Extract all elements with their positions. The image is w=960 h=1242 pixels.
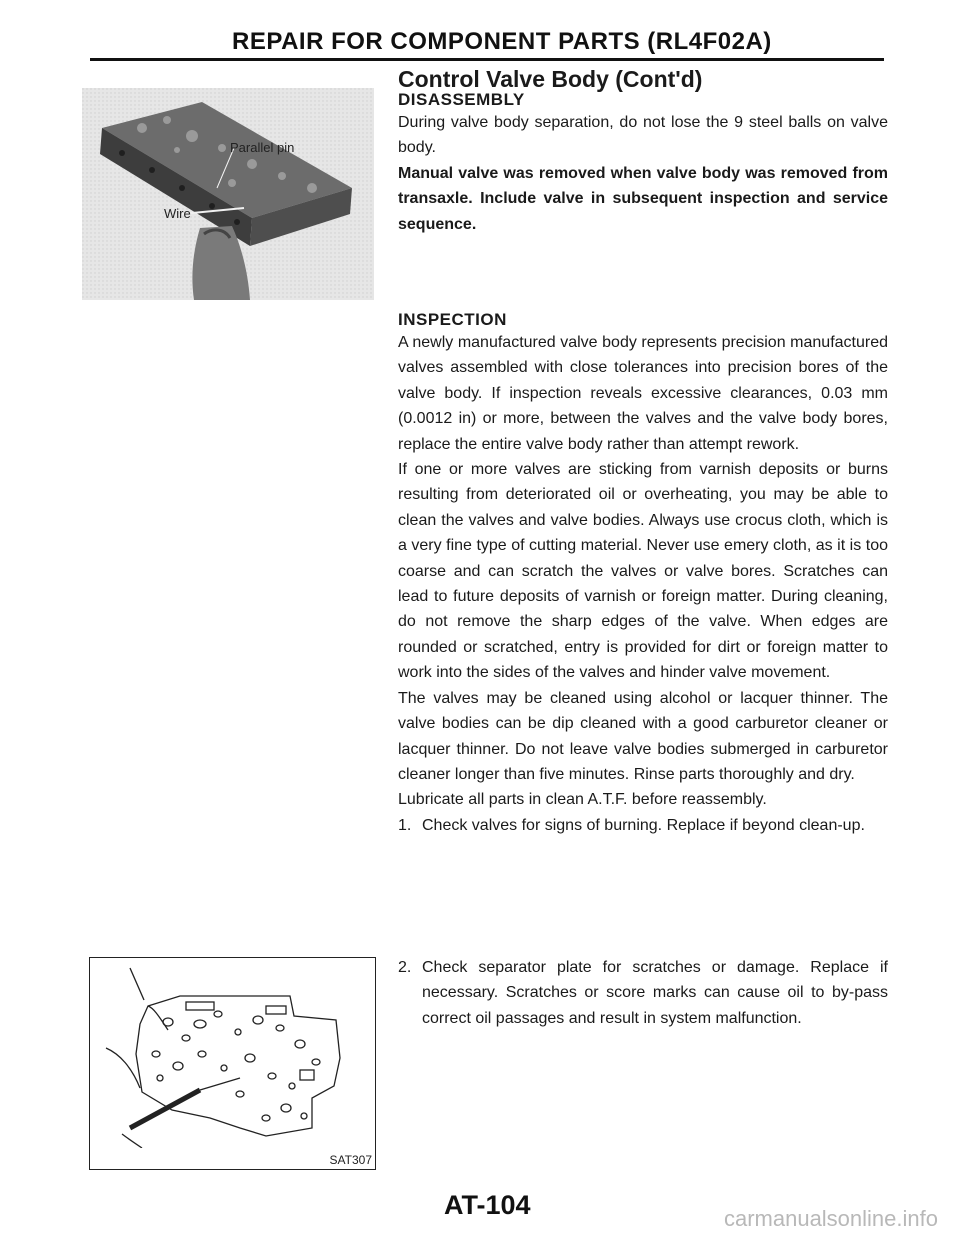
inspection-paragraph-1: A newly manufactured valve body represents precision manufactured valves assembled with close tolerances into precision bores of the valve body. If inspection reveals excessive clearances, 0.03 mm (0.0012 in) or more, between the valves and the valve body bores, replace the entire valve body rather than attempt rework. [398,334,888,453]
step-1-text: Check valves for signs of burning. Replace if beyond clean-up. [422,816,865,834]
page-header-title: REPAIR FOR COMPONENT PARTS (RL4F02A) [232,28,772,55]
valve-body-photo [82,88,374,300]
page-number: AT-104 [444,1190,531,1220]
inspection-step-1 [398,813,888,838]
inspection-step-2 [398,955,888,1031]
separator-plate-figure [89,957,376,1170]
step-2-number: 2. [398,959,412,976]
inspection-section [398,310,888,838]
disassembly-section [398,90,888,237]
disassembly-paragraph: During valve body separation, do not lose the 9 steel balls on valve body. [398,114,888,157]
separator-plate-drawing [90,958,372,1148]
disassembly-note: Manual valve was removed when valve body was removed from transaxle. Include valve in subsequent inspection and service sequence. [398,164,888,233]
watermark: carmanualsonline.info [723,1206,938,1231]
header-rule [90,58,884,61]
inspection-heading: INSPECTION [398,310,507,329]
step-2-text: Check separator plate for scratches or damage. Replace if necessary. Scratches or score marks can cause oil to by-pass correct oil passages and result in system malfunction. [422,959,888,1027]
parallel-pin-label: Parallel pin [230,140,295,155]
inspection-paragraph-4: Lubricate all parts in clean A.T.F. before reassembly. [398,791,767,809]
figure-id: SAT307 [329,1153,372,1167]
section-title: Control Valve Body (Cont'd) [398,66,703,92]
wire-label: Wire [164,206,191,221]
inspection-step-2-block [398,955,888,1031]
inspection-paragraph-3: The valves may be cleaned using alcohol or lacquer thinner. The valve bodies can be dip cleaned with a good carburetor cleaner or lacquer thinner. Do not leave valve bodies submerged in carburetor cleaner longer than five minutes. Rinse parts thoroughly and dry. [398,689,888,783]
valve-body-photo-drawing [82,88,374,300]
step-1-number: 1. [398,816,412,834]
disassembly-heading: DISASSEMBLY [398,90,525,109]
inspection-paragraph-2: If one or more valves are sticking from varnish deposits or burns resulting from deteriorated oil or overheating, you may be able to clean the valves and valve bodies. Always use crocus cloth, which is a very fine type of cutting material. Never use emery cloth, as it is too coarse and can scratch the valves or valve bores. Scratches can lead to future deposits of varnish or foreign matter. During cleaning, do not remove the sharp edges of the valve. When edges are rounded or scratched, entry is provided for dirt or foreign matter to work into the sides of the valves and hinder valve movement. [398,461,888,682]
